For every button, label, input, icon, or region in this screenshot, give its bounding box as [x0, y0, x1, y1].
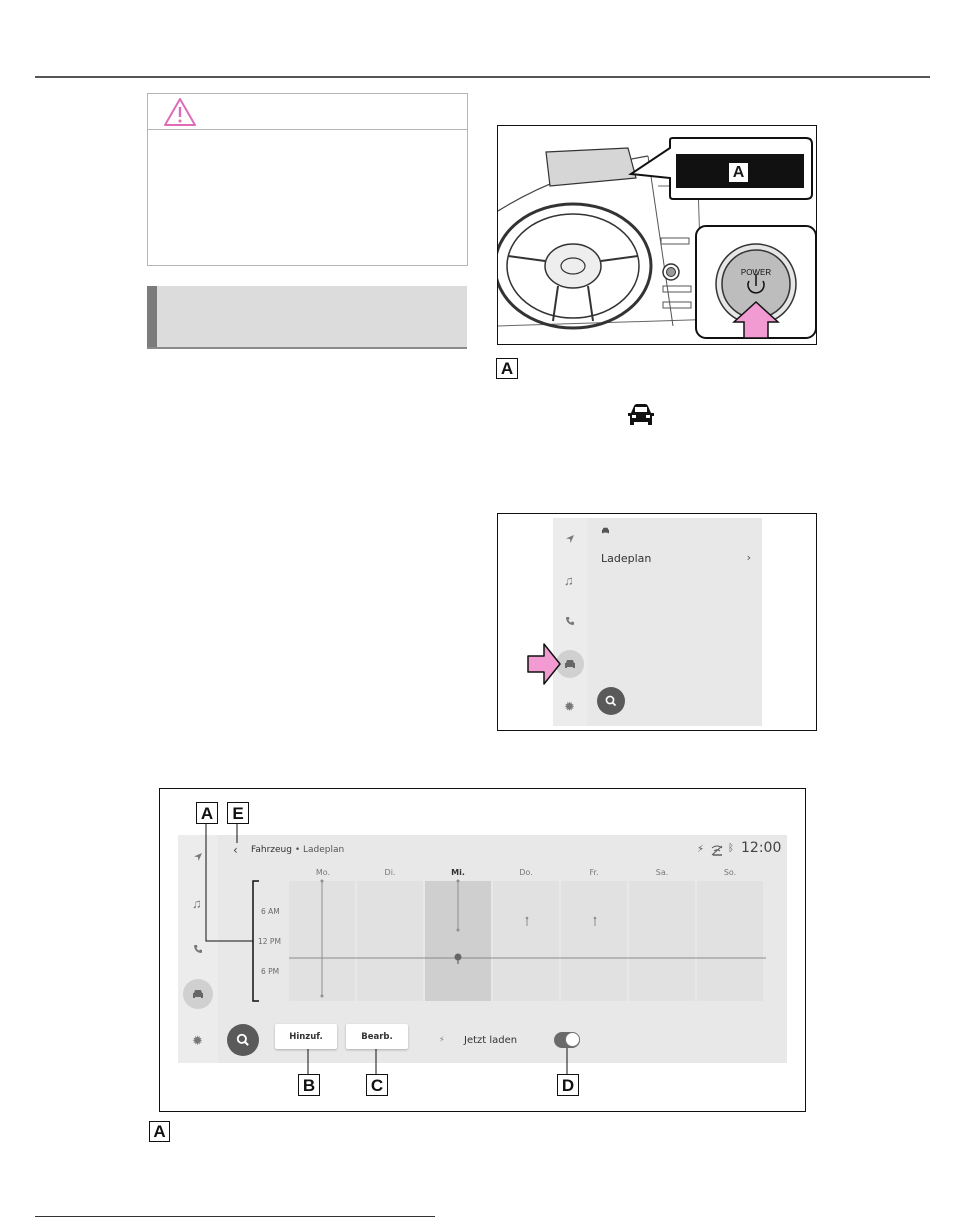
breadcrumb-app: Fahrzeug: [251, 845, 292, 855]
search-icon: [235, 1032, 251, 1048]
search-icon: [604, 694, 618, 708]
section-heading-accent: [147, 286, 157, 347]
phone-icon[interactable]: [193, 944, 203, 954]
car-icon: [625, 403, 657, 429]
caution-box: [147, 93, 468, 266]
time-label-6pm: 6 PM: [261, 967, 280, 976]
gear-icon[interactable]: ✹: [192, 1033, 203, 1048]
callout-a: A: [196, 802, 218, 824]
charging-plug-icon: ⚡: [697, 844, 705, 855]
music-icon[interactable]: ♫: [564, 573, 574, 588]
search-button[interactable]: [597, 687, 625, 715]
charge-now-icon: ⚡: [439, 1035, 445, 1044]
main-search-button[interactable]: [227, 1024, 259, 1056]
warning-triangle-icon: [163, 97, 197, 127]
charge-now-toggle[interactable]: [554, 1032, 580, 1048]
breadcrumb-page: Ladeplan: [303, 845, 345, 855]
gear-icon[interactable]: ✹: [564, 699, 575, 714]
back-button[interactable]: ‹: [233, 843, 238, 857]
menu-item-ladeplan[interactable]: [601, 552, 751, 568]
caption-a-label: A: [496, 358, 518, 379]
day-column-so[interactable]: [697, 881, 763, 1001]
day-column-mi[interactable]: [425, 881, 491, 1001]
header-car-icon: [601, 527, 610, 534]
photo-callout-label: A: [728, 162, 749, 183]
day-label-di: Di.: [384, 868, 396, 877]
car-icon[interactable]: [192, 989, 204, 999]
day-label-do: Do.: [519, 868, 533, 877]
caution-header: [148, 94, 467, 130]
edit-button[interactable]: Bearb.: [346, 1024, 408, 1049]
charge-now-label: Jetzt laden: [464, 1035, 518, 1046]
day-label-mi: Mi.: [451, 868, 465, 877]
power-button-label: POWER: [740, 268, 772, 277]
menu-item-label: Ladeplan: [601, 552, 652, 565]
navigation-icon[interactable]: [565, 534, 575, 544]
dashboard-illustration: [497, 125, 817, 345]
day-label-mo: Mo.: [315, 868, 331, 877]
dashboard-drawing: [498, 126, 816, 344]
clock: 12:00: [741, 840, 782, 856]
day-column-fr[interactable]: [561, 881, 627, 1001]
pink-arrow: [527, 642, 561, 686]
add-button[interactable]: Hinzuf.: [275, 1024, 337, 1049]
toggle-knob: [565, 1032, 580, 1047]
day-label-fr: Fr.: [589, 868, 599, 877]
callout-e: E: [227, 802, 249, 824]
section-heading-bar: [147, 286, 467, 349]
callout-d: D: [557, 1074, 579, 1096]
breadcrumb: [251, 845, 344, 855]
day-column-do[interactable]: [493, 881, 559, 1001]
chevron-right-icon: ›: [746, 551, 751, 564]
time-label-6am: 6 AM: [261, 907, 280, 916]
callout-c: C: [366, 1074, 388, 1096]
breadcrumb-separator: •: [294, 845, 301, 855]
day-column-mo[interactable]: [289, 881, 355, 1001]
day-label-sa: Sa.: [655, 868, 669, 877]
small-screen-illustration: [497, 513, 817, 731]
car-icon[interactable]: [564, 659, 576, 669]
no-signal-icon: [711, 845, 723, 856]
phone-icon[interactable]: [565, 616, 575, 626]
callout-b: B: [298, 1074, 320, 1096]
day-column-sa[interactable]: [629, 881, 695, 1001]
music-icon[interactable]: ♫: [192, 896, 202, 911]
bottom-caption-a: A: [149, 1121, 170, 1142]
day-label-so: So.: [723, 868, 737, 877]
day-column-di[interactable]: [357, 881, 423, 1001]
bluetooth-icon: ᛒ: [728, 843, 734, 854]
footer-rule: [35, 1216, 435, 1217]
navigation-icon[interactable]: [193, 852, 203, 862]
top-rule: [35, 76, 930, 78]
time-label-12pm: 12 PM: [258, 937, 281, 946]
